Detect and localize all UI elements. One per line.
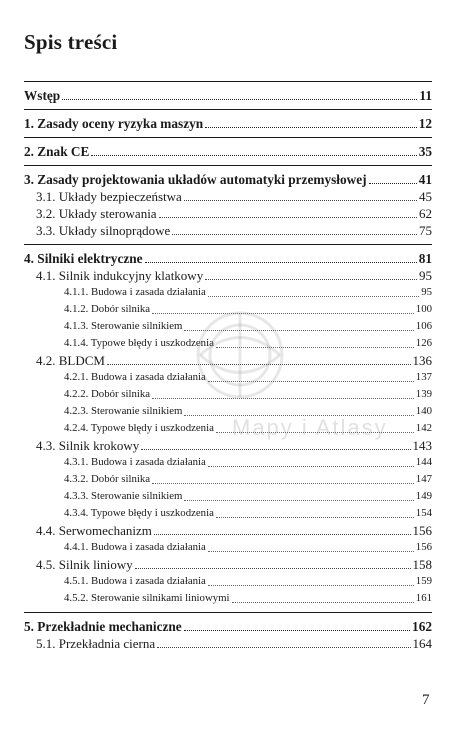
toc-entry-page-number: 140	[415, 405, 432, 417]
toc-entry-title: 3.2. Układy sterowania	[36, 206, 157, 221]
toc-subsection-entry[interactable]	[24, 488, 432, 505]
table-of-contents	[24, 76, 432, 652]
toc-subsection-entry[interactable]	[24, 573, 432, 590]
toc-entry-title: 1. Zasady oceny ryzyka maszyn	[24, 116, 204, 131]
dot-leader	[152, 386, 414, 399]
section-divider	[24, 239, 432, 250]
toc-entry-title: 4. Silniki elektryczne	[24, 251, 143, 266]
toc-section-entry[interactable]	[24, 188, 432, 205]
toc-entry-title: 3.3. Układy silnoprądowe	[36, 223, 171, 238]
toc-entry-title: 4.2.4. Typowe błędy i uszkodzenia	[64, 422, 214, 434]
toc-entry-page-number: 142	[415, 422, 432, 434]
toc-entry-title: 4.2.2. Dobór silnika	[64, 388, 151, 400]
dot-leader	[216, 335, 414, 348]
toc-section-entry[interactable]	[24, 635, 432, 652]
toc-entry-page-number: 100	[415, 303, 432, 315]
dot-leader	[91, 143, 416, 156]
dot-leader	[135, 556, 411, 569]
page-number: 7	[422, 692, 430, 708]
toc-section-entry[interactable]	[24, 222, 432, 239]
section-divider	[24, 607, 432, 618]
section-divider	[24, 104, 432, 115]
toc-entry-page-number: 137	[415, 371, 432, 383]
toc-chapter-entry[interactable]	[24, 618, 432, 635]
toc-entry-title: 4.1.1. Budowa i zasada działania	[64, 286, 206, 298]
toc-entry-page-number: 156	[412, 523, 432, 538]
toc-entry-page-number: 158	[412, 557, 432, 572]
toc-entry-title: 5. Przekładnie mechaniczne	[24, 619, 182, 634]
toc-entry-page-number: 162	[412, 619, 432, 634]
toc-entry-page-number: 35	[418, 144, 432, 159]
toc-entry-title: 4.5.1. Budowa i zasada działania	[64, 575, 206, 587]
toc-entry-title: 4.1.3. Sterowanie silnikiem	[64, 320, 183, 332]
toc-entry-page-number: 106	[415, 320, 432, 332]
toc-chapter-entry[interactable]	[24, 171, 432, 188]
dot-leader	[107, 352, 411, 365]
toc-entry-page-number: 12	[418, 116, 432, 131]
dot-leader	[208, 573, 414, 586]
dot-leader	[184, 188, 417, 201]
toc-subsection-entry[interactable]	[24, 539, 432, 556]
toc-entry-title: 2. Znak CE	[24, 144, 90, 159]
toc-entry-page-number: 159	[415, 575, 432, 587]
dot-leader	[208, 539, 414, 552]
dot-leader	[152, 471, 414, 484]
toc-section-entry[interactable]	[24, 556, 432, 573]
dot-leader	[62, 87, 417, 100]
dot-leader	[208, 369, 414, 382]
toc-entry-title: 4.5. Silnik liniowy	[36, 557, 133, 572]
toc-subsection-entry[interactable]	[24, 471, 432, 488]
toc-chapter-entry[interactable]	[24, 250, 432, 267]
toc-subsection-entry[interactable]	[24, 301, 432, 318]
toc-entry-title: 4.1. Silnik indukcyjny klatkowy	[36, 268, 204, 283]
toc-entry-title: 4.3. Silnik krokowy	[36, 438, 140, 453]
toc-entry-title: 4.4.1. Budowa i zasada działania	[64, 541, 206, 553]
toc-entry-page-number: 154	[415, 507, 432, 519]
toc-entry-page-number: 144	[415, 456, 432, 468]
toc-section-entry[interactable]	[24, 522, 432, 539]
watermark-text: Mapy i Atlasy	[232, 415, 388, 440]
toc-entry-title: 5.1. Przekładnia cierna	[36, 636, 156, 651]
toc-entry-page-number: 45	[419, 189, 432, 204]
dot-leader	[184, 318, 413, 331]
dot-leader	[154, 522, 411, 535]
toc-chapter-entry[interactable]	[24, 143, 432, 160]
toc-chapter-entry[interactable]	[24, 87, 432, 104]
toc-entry-page-number: 149	[415, 490, 432, 502]
dot-leader	[172, 222, 417, 235]
page-title: Spis treści	[24, 30, 118, 54]
toc-entry-page-number: 81	[418, 251, 432, 266]
toc-entry-title: 4.1.4. Typowe błędy i uszkodzenia	[64, 337, 214, 349]
dot-leader	[157, 635, 410, 648]
toc-subsection-entry[interactable]	[24, 318, 432, 335]
dot-leader	[208, 284, 419, 297]
toc-entry-page-number: 126	[415, 337, 432, 349]
toc-entry-title: 4.3.1. Budowa i zasada działania	[64, 456, 206, 468]
dot-leader	[232, 590, 414, 603]
toc-entry-title: 4.3.2. Dobór silnika	[64, 473, 151, 485]
dot-leader	[208, 454, 414, 467]
toc-entry-title: 4.3.3. Sterowanie silnikiem	[64, 490, 183, 502]
toc-subsection-entry[interactable]	[24, 454, 432, 471]
toc-entry-title: 4.2.1. Budowa i zasada działania	[64, 371, 206, 383]
toc-section-entry[interactable]	[24, 205, 432, 222]
dot-leader	[184, 488, 413, 501]
dot-leader	[145, 250, 417, 263]
toc-entry-page-number: 95	[419, 268, 432, 283]
toc-subsection-entry[interactable]	[24, 335, 432, 352]
toc-entry-page-number: 95	[421, 286, 432, 298]
toc-section-entry[interactable]	[24, 352, 432, 369]
section-divider	[24, 160, 432, 171]
toc-entry-page-number: 143	[412, 438, 432, 453]
dot-leader	[216, 505, 414, 518]
toc-entry-page-number: 161	[415, 592, 432, 604]
toc-entry-title: Wstęp	[24, 88, 61, 103]
toc-subsection-entry[interactable]	[24, 505, 432, 522]
toc-entry-page-number: 41	[418, 172, 432, 187]
toc-subsection-entry[interactable]	[24, 369, 432, 386]
toc-entry-page-number: 156	[415, 541, 432, 553]
toc-section-entry[interactable]	[24, 267, 432, 284]
toc-entry-title: 4.3.4. Typowe błędy i uszkodzenia	[64, 507, 214, 519]
toc-subsection-entry[interactable]	[24, 590, 432, 607]
toc-entry-title: 4.4. Serwomechanizm	[36, 523, 152, 538]
toc-entry-title: 4.2. BLDCM	[36, 353, 105, 368]
toc-entry-title: 4.1.2. Dobór silnika	[64, 303, 151, 315]
toc-entry-page-number: 164	[412, 636, 432, 651]
dot-leader	[205, 267, 417, 280]
section-divider	[24, 76, 432, 87]
toc-entry-page-number: 62	[419, 206, 432, 221]
toc-entry-page-number: 139	[415, 388, 432, 400]
toc-entry-title: 4.2.3. Sterowanie silnikiem	[64, 405, 183, 417]
toc-subsection-entry[interactable]	[24, 386, 432, 403]
toc-entry-page-number: 147	[415, 473, 432, 485]
dot-leader	[205, 115, 417, 128]
toc-entry-page-number: 136	[412, 353, 432, 368]
dot-leader	[152, 301, 414, 314]
toc-chapter-entry[interactable]	[24, 115, 432, 132]
toc-entry-title: 4.5.2. Sterowanie silnikami liniowymi	[64, 592, 230, 604]
dot-leader	[369, 171, 417, 184]
toc-subsection-entry[interactable]	[24, 284, 432, 301]
toc-entry-title: 3. Zasady projektowania układów automatyki przemysłowej	[24, 172, 367, 187]
toc-entry-title: 3.1. Układy bezpieczeństwa	[36, 189, 182, 204]
dot-leader	[184, 618, 410, 631]
toc-entry-page-number: 11	[419, 88, 432, 103]
toc-entry-page-number: 75	[419, 223, 432, 238]
section-divider	[24, 132, 432, 143]
dot-leader	[159, 205, 417, 218]
